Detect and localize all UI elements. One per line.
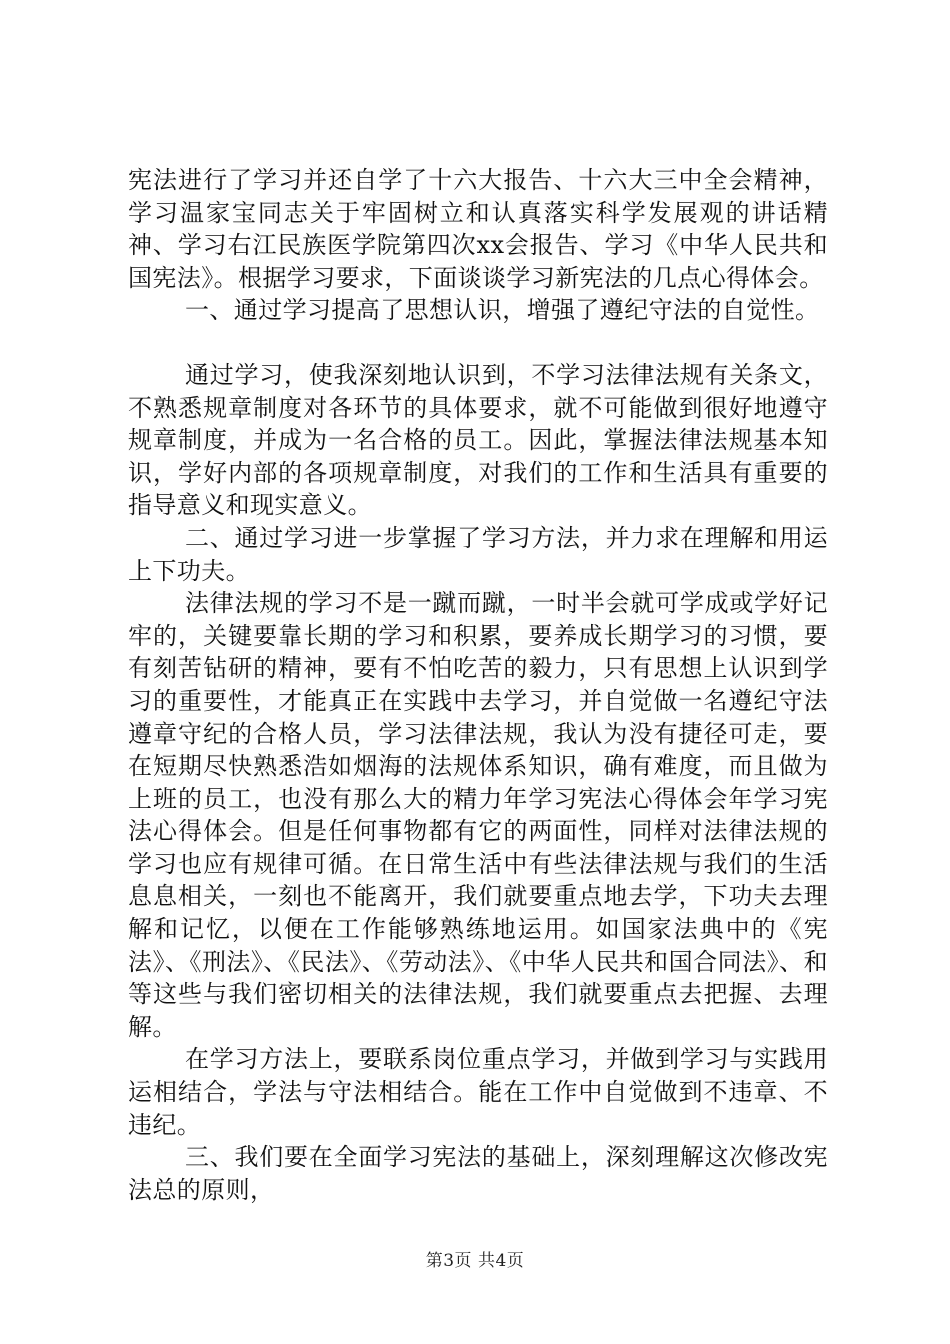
heading-section-one: 一、通过学习提高了思想认识，增强了遵纪守法的自觉性。 <box>185 296 820 325</box>
heading-section-two: 二、通过学习进一步掌握了学习方法，并力求在理解和用运上下功夫。 <box>128 523 828 585</box>
page-number-footer: 第3页 共4页 <box>425 1251 525 1271</box>
paragraph-intro: 宪法进行了学习并还自学了十六大报告、十六大三中全会精神，学习温家宝同志关于牢固树立和认真落实科学发展观的讲话精神、学习右江民族医学院第四次xx会报告、学习《中华人民共和国宪法》。根据学习要求，下面谈谈学习新宪法的几点心得体会。 <box>128 166 828 292</box>
paragraph-section-one-body: 通过学习，使我深刻地认识到，不学习法律法规有关条文，不熟悉规章制度对各环节的具体要求，就不可能做到很好地遵守规章制度，并成为一名合格的员工。因此，掌握法律法规基本知识，学好内部的各项规章制度，对我们的工作和生活具有重要的指导意义和现实意义。 <box>128 360 828 520</box>
document-body <box>128 164 828 1206</box>
paragraph-section-two-body: 法律法规的学习不是一蹴而蹴，一时半会就可学成或学好记牢的，关键要靠长期的学习和积累，要养成长期学习的习惯，要有刻苦钻研的精神，要有不怕吃苦的毅力，只有思想上认识到学习的重要性，才能真正在实践中去学习，并自觉做一名遵纪守法遵章守纪的合格人员，学习法律法规，我认为没有捷径可走，要在短期尽快熟悉浩如烟海的法规体系知识，确有难度，而且做为上班的员工，也没有那么大的精力年学习宪法心得体会年学习宪法心得体会。但是任何事物都有它的两面性，同样对法律法规的学习也应有规律可循。在日常生活中有些法律法规与我们的生活息息相关，一刻也不能离开，我们就要重点地去学，下功夫去理解和记忆，以便在工作能够熟练地运用。如国家法典中的《宪法》、《刑法》、《民法》、《劳动法》、《中华人民共和国合同法》、和等这些与我们密切相关的法律法规，我们就要重点去把握、去理解。 <box>128 589 828 1041</box>
paragraph-study-method: 在学习方法上，要联系岗位重点学习，并做到学习与实践用运相结合，学法与守法相结合。能在工作中自觉做到不违章、不违纪。 <box>128 1045 828 1139</box>
heading-section-three: 三、我们要在全面学习宪法的基础上，深刻理解这次修改宪法总的原则， <box>128 1143 828 1204</box>
